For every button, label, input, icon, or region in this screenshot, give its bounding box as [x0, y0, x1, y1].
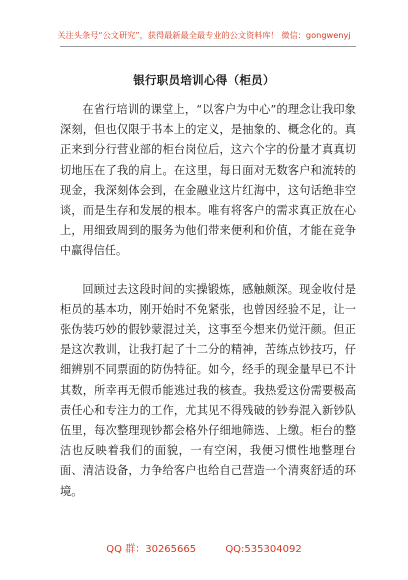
footer-contact: [0, 540, 408, 555]
header-note: 关注头条号“公文研究”，获得最新最全最专业的公文资料库！ 微信：gongwenyj: [57, 30, 351, 40]
footer-qq-group: QQ 群：30265665: [106, 544, 197, 555]
body-paragraph: 回顾过去这段时间的实操锻炼，感触颇深。现金收付是柜员的基本功，刚开始时不免紧张，也曾因经验不足，让一张伪装巧妙的假钞蒙混过关，这事至今想来仍觉汗颜。但正是这次教训，让我打起了十二分的精神，苦练点钞技巧，仔细辨别不同票面的防伪特征。如今，经手的现金量早已不计其数，所幸再无假币能逃过我的核查。我热爱这份需要极高责任心和专注力的工作，尤其见不得残破的钞券混入新钞队伍里，每次整理现钞都会格外仔细地筛选、上缴。柜台的整洁也反映着我们的面貌，一有空闲，我便习惯性地整理台面、清洁设备，力争给客户也给自己营造一个清爽舒适的环境。: [60, 282, 356, 498]
document-title: 银行职员培训心得（柜员）: [133, 73, 275, 87]
header-divider: [60, 46, 356, 47]
document-body: [60, 100, 356, 502]
body-paragraph: 在省行培训的课堂上，“以客户为中心”的理念让我印象深刻，但也仅限于书本上的定义，是抽象的、概念化的。真正来到分行营业部的柜台岗位后，这六个字的份量才真真切切地压在了我的肩上。在这里，每日面对无数客户和流转的现金，我深刻体会到，在金融业这片红海中，这句话绝非空谈，而是生存和发展的根本。唯有将客户的需求真正放在心上，用细致周到的服务为他们带来便利和价值，才能在竞争中赢得信任。: [60, 103, 356, 258]
footer-qq: QQ:535304092: [225, 544, 302, 555]
